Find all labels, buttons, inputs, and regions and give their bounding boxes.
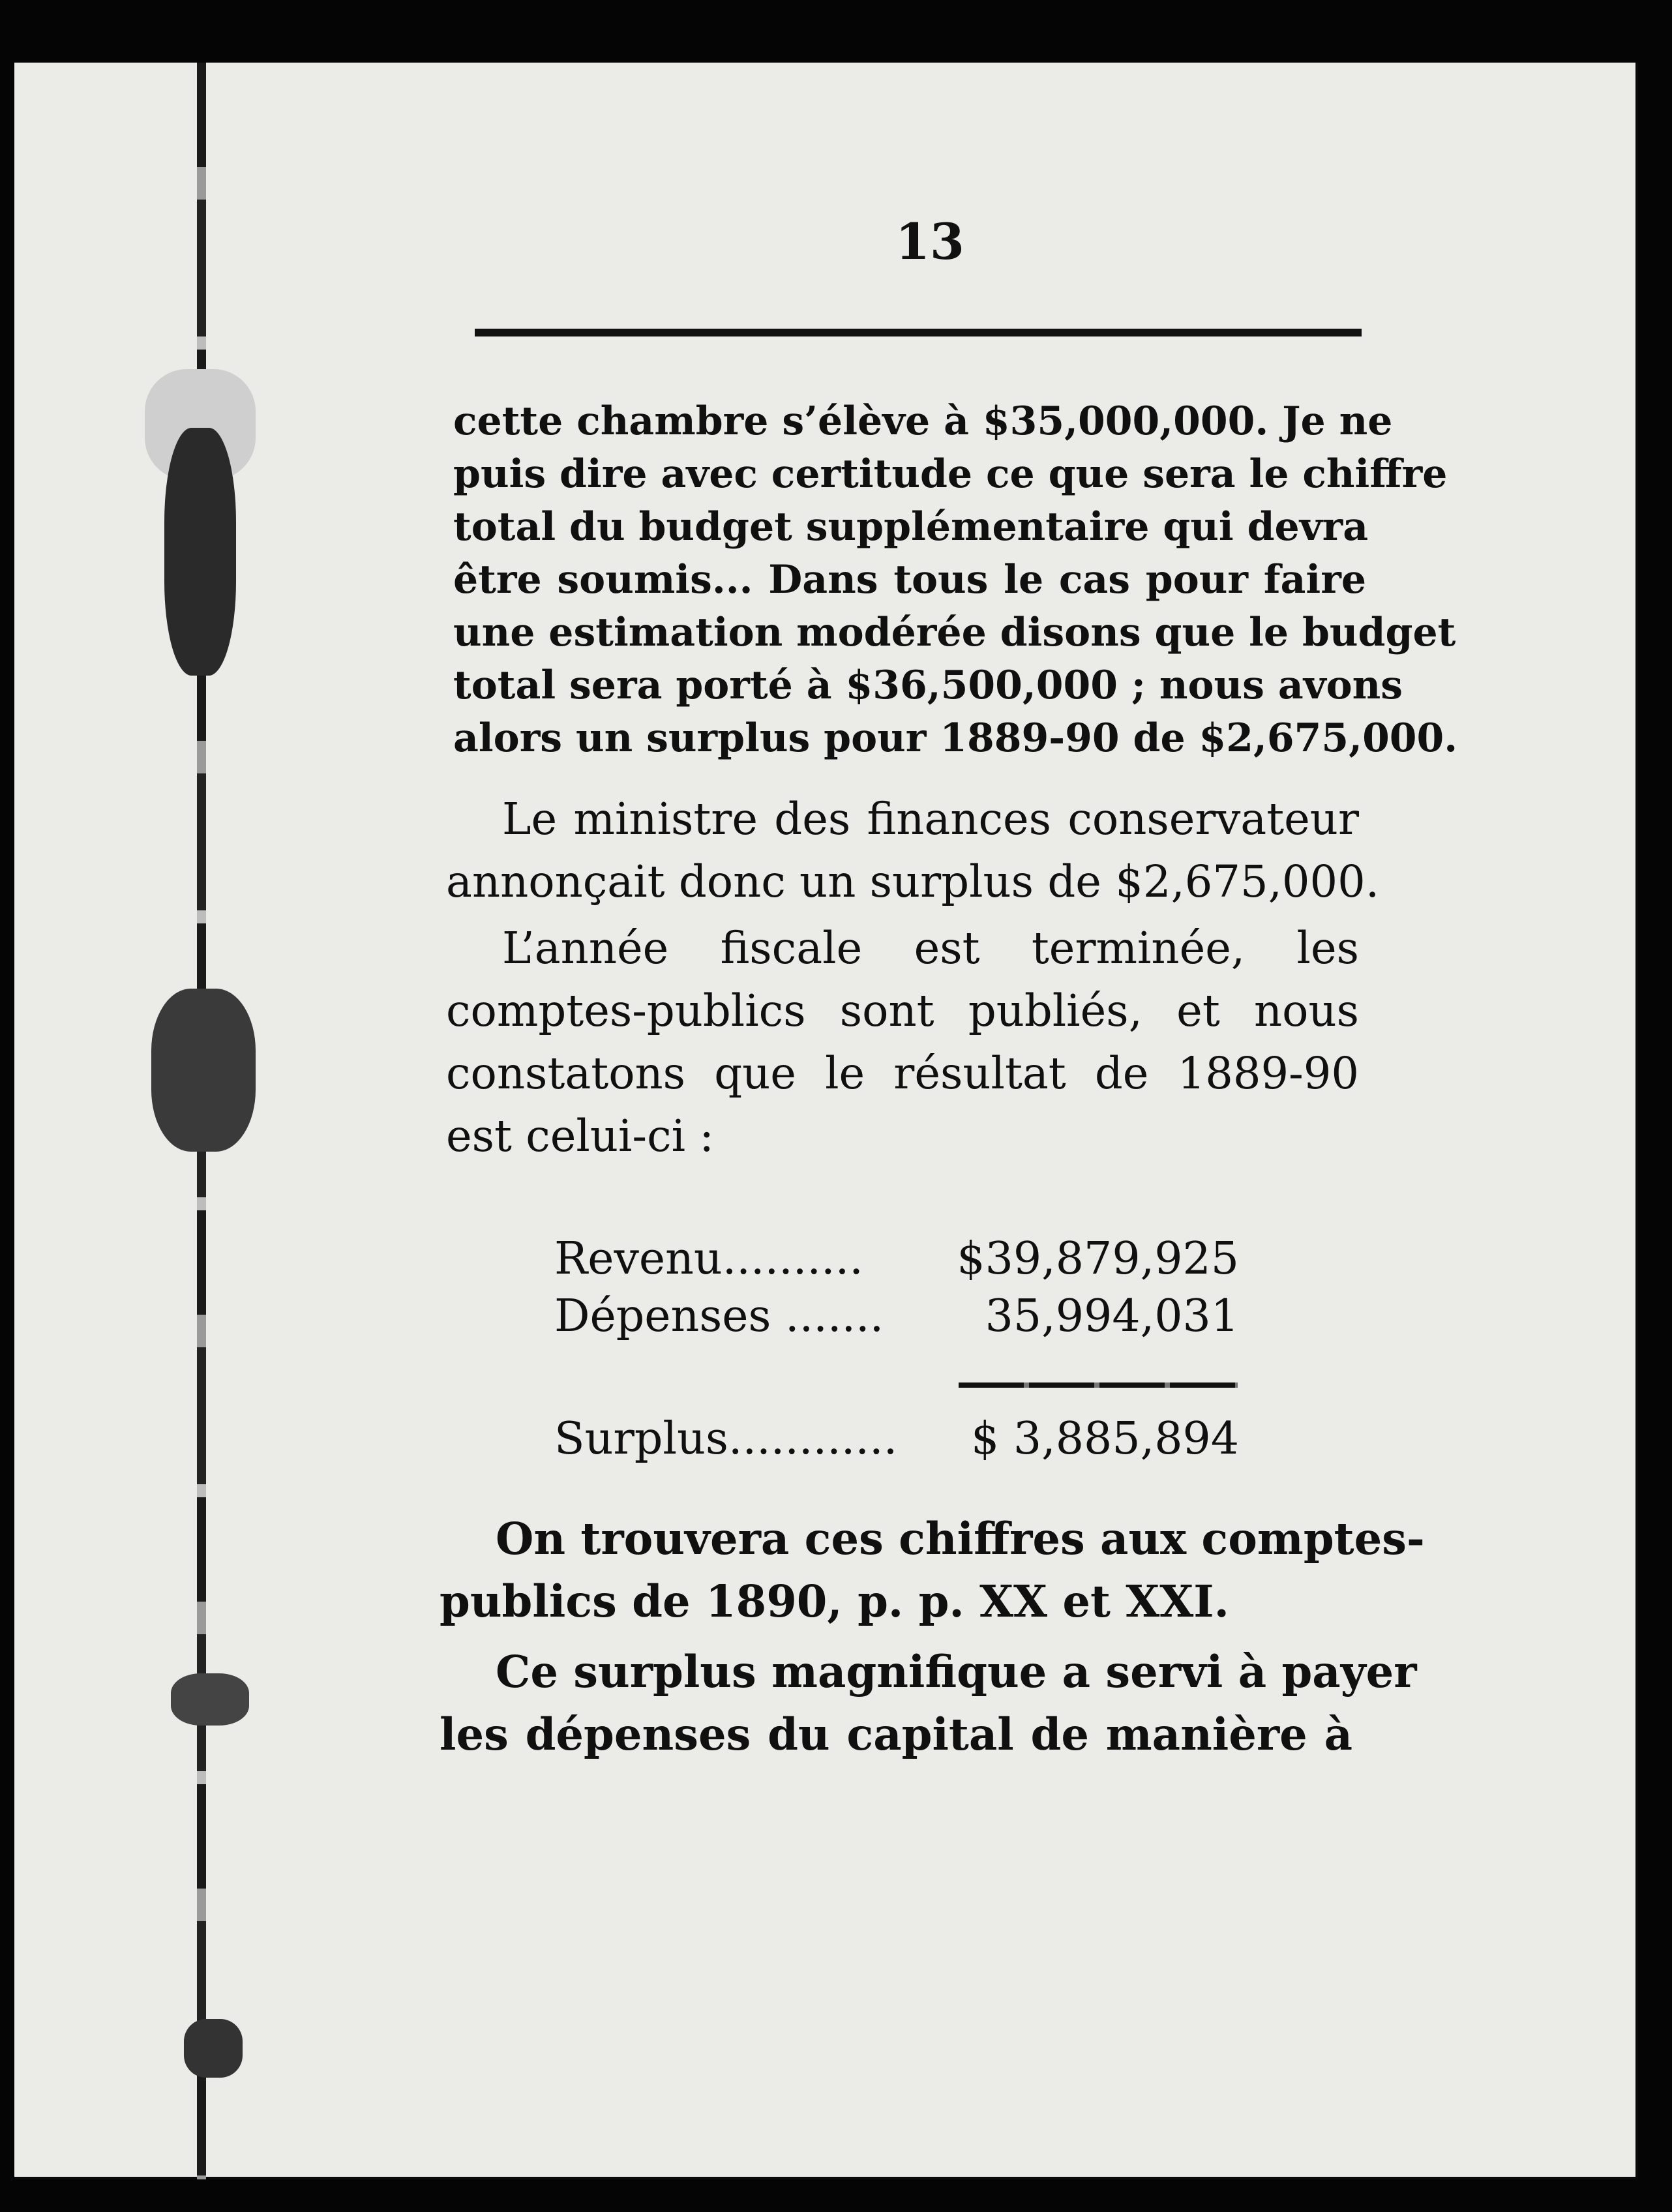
paragraph-line: Ce surplus magnifique a servi à payer <box>496 1646 1417 1697</box>
ledger-amount: $39,879,925 <box>957 1233 1239 1285</box>
ledger-total-row <box>554 1406 1239 1471</box>
quote-line: être soumis... Dans tous le cas pour faire <box>453 557 1366 603</box>
financial-table <box>554 1230 1239 1345</box>
quote-line: alors un surplus pour 1889-90 de $2,675,000. <box>453 715 1458 761</box>
ledger-amount: 35,994,031 <box>985 1290 1239 1342</box>
paragraph-line: comptes-publics sont publiés, et nous <box>446 985 1359 1036</box>
header-rule <box>475 329 1362 336</box>
quote-line: total sera porté à $36,500,000 ; nous avons <box>453 663 1403 708</box>
ledger-row <box>554 1287 1239 1345</box>
quoted-passage <box>453 395 1458 765</box>
spine-tear <box>164 428 236 676</box>
paragraph <box>446 917 1359 1167</box>
page-number: 13 <box>895 213 964 271</box>
paragraph <box>440 1508 1425 1633</box>
ledger-row <box>554 1230 1239 1287</box>
ledger-label: Surplus............ <box>554 1412 898 1465</box>
paragraph-line: publics de 1890, p. p. XX et XXI. <box>440 1576 1229 1627</box>
quote-line: une estimation modérée disons que le budget <box>453 610 1456 655</box>
spine-tear <box>184 2019 243 2078</box>
paragraph <box>440 1641 1417 1766</box>
paragraph-line: est celui-ci : <box>446 1111 714 1161</box>
spine-tear <box>151 989 256 1152</box>
quote-line: cette chambre s’élève à $35,000,000. Je ne <box>453 398 1393 444</box>
ledger-amount: $ 3,885,894 <box>971 1412 1239 1465</box>
binding-spine <box>190 63 245 2179</box>
paragraph-line: les dépenses du capital de manière à <box>440 1709 1352 1760</box>
total-rule <box>959 1382 1238 1388</box>
spine-tear <box>171 1673 249 1726</box>
quote-line: puis dire avec certitude ce que sera le chiffre <box>453 451 1448 497</box>
paragraph-line: On trouvera ces chiffres aux comptes- <box>496 1513 1425 1564</box>
ledger-label: Revenu.......... <box>554 1233 863 1285</box>
paragraph <box>446 788 1380 913</box>
paragraph-line: L’année fiscale est terminée, les <box>502 923 1359 974</box>
paragraph-line: constatons que le résultat de 1889-90 <box>446 1048 1359 1099</box>
ledger-label: Dépenses ....... <box>554 1290 884 1342</box>
quote-line: total du budget supplémentaire qui devra <box>453 504 1369 550</box>
paragraph-line: Le ministre des finances conservateur <box>502 794 1359 844</box>
paragraph-line: annonçait donc un surplus de $2,675,000. <box>446 856 1380 907</box>
document-page <box>14 63 1638 2179</box>
